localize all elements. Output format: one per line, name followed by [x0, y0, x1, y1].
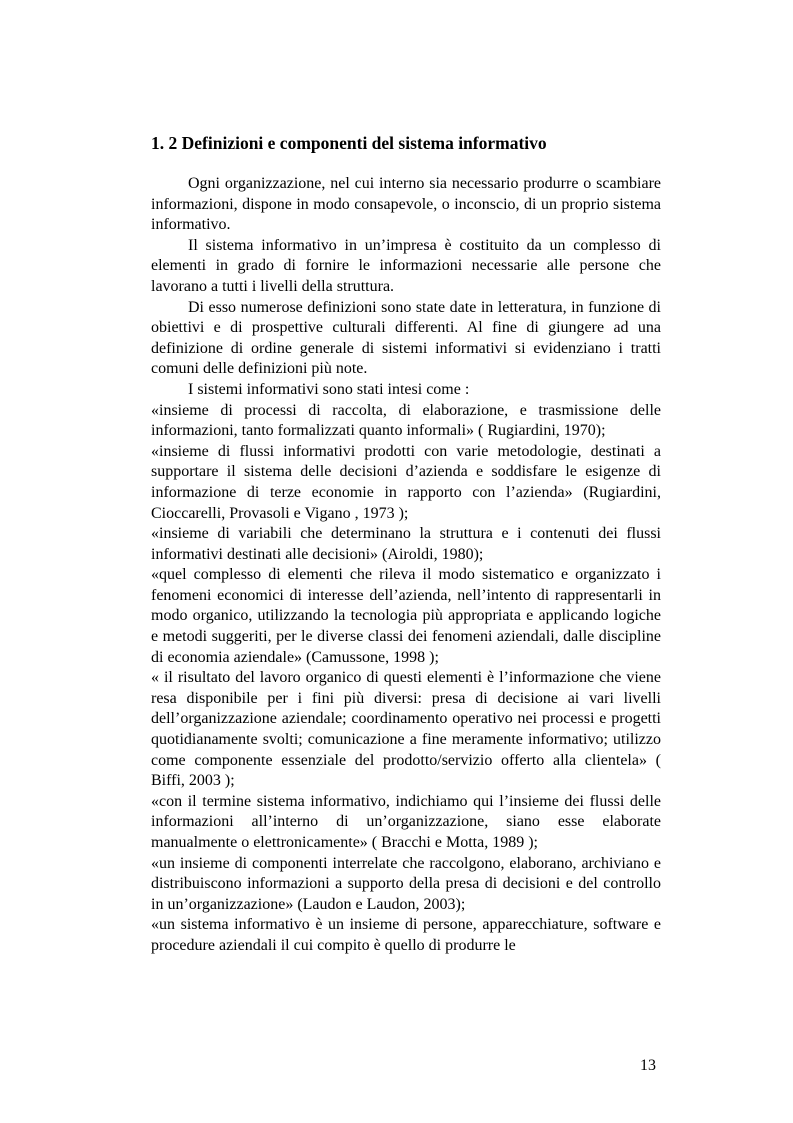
paragraph: Ogni organizzazione, nel cui interno sia necessario produrre o scambiare informazioni, dispone in modo consapevole, o inconscio, di un proprio sistema informativo. — [151, 175, 661, 234]
definition-quote: «insieme di flussi informativi prodotti con varie metodologie, destinati a supportare il sistema delle decisioni d’azienda e soddisfare le esigenze di informazione di terze economie in rapporto con l’azienda» (Rugiardini, Cioccarelli, Provasoli e Vigano , 1973 ); — [151, 442, 661, 522]
definition-quote: «quel complesso di elementi che rileva il modo sistematico e organizzato i fenomeni economici di interesse dell’azienda, nell’intento di rappresentarli in modo organico, utilizzando la tecnologia più appropriata e applicando logiche e metodi suggeriti, per le diverse classi dei fenomeni aziendali, dalle discipline di economia aziendale» (Camussone, 1998 ); — [151, 566, 661, 666]
paragraph: Il sistema informativo in un’impresa è costituito da un complesso di elementi in grado di fornire le informazioni necessarie alle persone che lavorano a tutti i livelli della struttura. — [151, 236, 661, 295]
definition-quote: «insieme di variabili che determinano la struttura e i contenuti dei flussi informativi destinati alle decisioni» (Airoldi, 1980); — [151, 525, 661, 563]
page-number: 13 — [640, 1057, 656, 1074]
definition-quote: « il risultato del lavoro organico di questi elementi è l’informazione che viene resa disponibile per i fini più diversi: presa di decisione ai vari livelli dell’organizzazione aziendale; coordinamento operativo nei processi e progetti quotidianamente svolti; comunicazione a fine meramente informativo; utilizzo come componente essenziale del prodotto/servizio offerto alla clientela» ( Biffi, 2003 ); — [151, 669, 661, 790]
definition-quote: «insieme di processi di raccolta, di elaborazione, e trasmissione delle informazioni, tanto formalizzati quanto informali» ( Rugiardini, 1970); — [151, 401, 661, 440]
paragraph: I sistemi informativi sono stati intesi come : — [188, 380, 470, 398]
body-text — [151, 174, 661, 957]
paragraph: Di esso numerose definizioni sono state date in letteratura, in funzione di obiettivi e di prospettive culturali differenti. Al fine di giungere ad una definizione di ordine generale di sistemi informativi si evidenziano i tratti comuni delle definizioni più note. — [151, 298, 661, 378]
definition-quote: «un sistema informativo è un insieme di persone, apparecchiature, software e procedure aziendali il cui compito è quello di produrre le — [151, 916, 661, 954]
definition-quote: «con il termine sistema informativo, indichiamo qui l’insieme dei flussi delle informazioni all’interno di un’organizzazione, siano esse elaborate manualmente o elettronicamente» ( Bracchi e Motta, 1989 ); — [151, 792, 661, 851]
section-heading: 1. 2 Definizioni e componenti del sistema informativo — [151, 133, 547, 153]
page-content — [151, 130, 661, 957]
definition-quote: «un insieme di componenti interrelate che raccolgono, elaborano, archiviano e distribuiscono informazioni a supporto della presa di decisioni e del controllo in un’organizzazione» (Laudon e Laudon, 2003); — [151, 854, 661, 913]
